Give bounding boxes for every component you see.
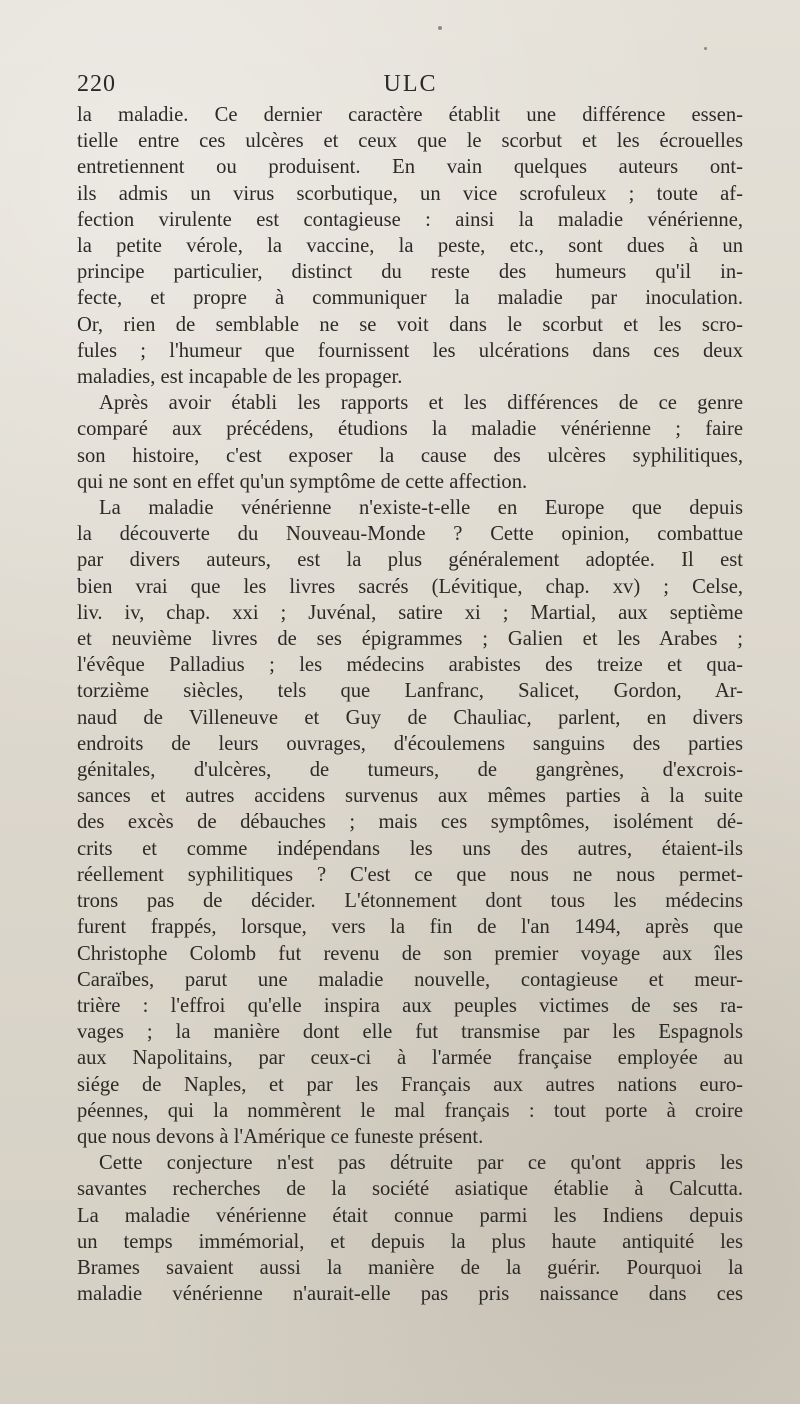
text-line: aux Napolitains, par ceux-ci à l'armée française employée au (77, 1047, 743, 1070)
text-line: naud de Villeneuve et Guy de Chauliac, parlent, en divers (77, 706, 743, 729)
text-line: crits et comme indépendans les uns des autres, étaient-ils (77, 837, 743, 860)
text-line: savantes recherches de la société asiatique établie à Calcutta. (77, 1178, 743, 1201)
text-line: comparé aux précédens, étudions la maladie vénérienne ; faire (77, 418, 743, 441)
paper-speck (704, 47, 707, 50)
text-line: génitales, d'ulcères, de tumeurs, de gangrènes, d'excrois- (77, 759, 743, 782)
text-line: maladie vénérienne n'aurait-elle pas pris naissance dans ces (77, 1283, 743, 1306)
text-line: par divers auteurs, est la plus généralement adoptée. Il est (77, 549, 743, 572)
text-line: Or, rien de semblable ne se voit dans le scorbut et les scro- (77, 313, 743, 336)
text-line: fecte, et propre à communiquer la maladie par inoculation. (77, 287, 743, 310)
text-line: trons pas de décider. L'étonnement dont tous les médecins (77, 890, 743, 913)
text-line: des excès de débauches ; mais ces symptômes, isolément dé- (77, 811, 743, 834)
text-line: Brames savaient aussi la manière de la guérir. Pourquoi la (77, 1256, 743, 1279)
page-header (77, 66, 744, 102)
text-line: La maladie vénérienne était connue parmi les Indiens depuis (77, 1204, 743, 1227)
text-line: l'évêque Palladius ; les médecins arabistes des treize et qua- (77, 654, 743, 677)
text-line: bien vrai que les livres sacrés (Lévitique, chap. xv) ; Celse, (77, 575, 743, 598)
text-line: furent frappés, lorsque, vers la fin de l'an 1494, après que (77, 916, 743, 939)
paragraph-start-line: La maladie vénérienne n'existe-t-elle en Europe que depuis (99, 497, 743, 520)
paragraph-end-line: maladies, est incapable de les propager. (77, 366, 403, 389)
running-head: ULC (383, 71, 438, 97)
text-line: fules ; l'humeur que fournissent les ulcérations dans ces deux (77, 339, 743, 362)
paragraph-start-line: Cette conjecture n'est pas détruite par ce qu'ont appris les (99, 1152, 743, 1175)
text-line: endroits de leurs ouvrages, d'écoulemens sanguins des parties (77, 732, 743, 755)
text-line: entretiennent ou produisent. En vain quelques auteurs ont- (77, 156, 743, 179)
text-line: un temps immémorial, et depuis la plus haute antiquité les (77, 1230, 743, 1253)
text-line: fection virulente est contagieuse : ainsi la maladie vénérienne, (77, 208, 743, 231)
text-line: péennes, qui la nommèrent le mal français : tout porte à croire (77, 1099, 743, 1122)
text-line: la découverte du Nouveau-Monde ? Cette opinion, combattue (77, 523, 743, 546)
paragraph-start-line: Après avoir établi les rapports et les différences de ce genre (99, 392, 743, 415)
paragraph-end-line: que nous devons à l'Amérique ce funeste présent. (77, 1125, 484, 1148)
paragraph-end-line: qui ne sont en effet qu'un symptôme de cette affection. (77, 470, 528, 493)
text-line: vages ; la manière dont elle fut transmise par les Espagnols (77, 1021, 743, 1044)
text-line: et neuvième livres de ses épigrammes ; Galien et les Arabes ; (77, 628, 743, 651)
text-line: liv. iv, chap. xxi ; Juvénal, satire xi ; Martial, aux septième (77, 601, 743, 624)
text-line: son histoire, c'est exposer la cause des ulcères syphilitiques, (77, 444, 743, 467)
paper-speck (438, 26, 442, 30)
page-number: 220 (77, 71, 116, 97)
body-text (77, 102, 743, 1307)
text-line: siége de Naples, et par les Français aux autres nations euro- (77, 1073, 743, 1096)
text-line: sances et autres accidens survenus aux mêmes parties à la suite (77, 785, 743, 808)
text-line: réellement syphilitiques ? C'est ce que nous ne nous permet- (77, 863, 743, 886)
text-line: la petite vérole, la vaccine, la peste, etc., sont dues à un (77, 235, 743, 258)
text-line: trière : l'effroi qu'elle inspira aux peuples victimes de ses ra- (77, 994, 743, 1017)
text-line: Caraïbes, parut une maladie nouvelle, contagieuse et meur- (77, 968, 743, 991)
text-line: tielle entre ces ulcères et ceux que le scorbut et les écrouelles (77, 130, 743, 153)
text-line: principe particulier, distinct du reste des humeurs qu'il in- (77, 261, 743, 284)
text-line: Christophe Colomb fut revenu de son premier voyage aux îles (77, 942, 743, 965)
text-line: la maladie. Ce dernier caractère établit une différence essen- (77, 104, 743, 126)
text-line: ils admis un virus scorbutique, un vice scrofuleux ; toute af- (77, 182, 743, 205)
text-line: torzième siècles, tels que Lanfranc, Salicet, Gordon, Ar- (77, 680, 743, 703)
